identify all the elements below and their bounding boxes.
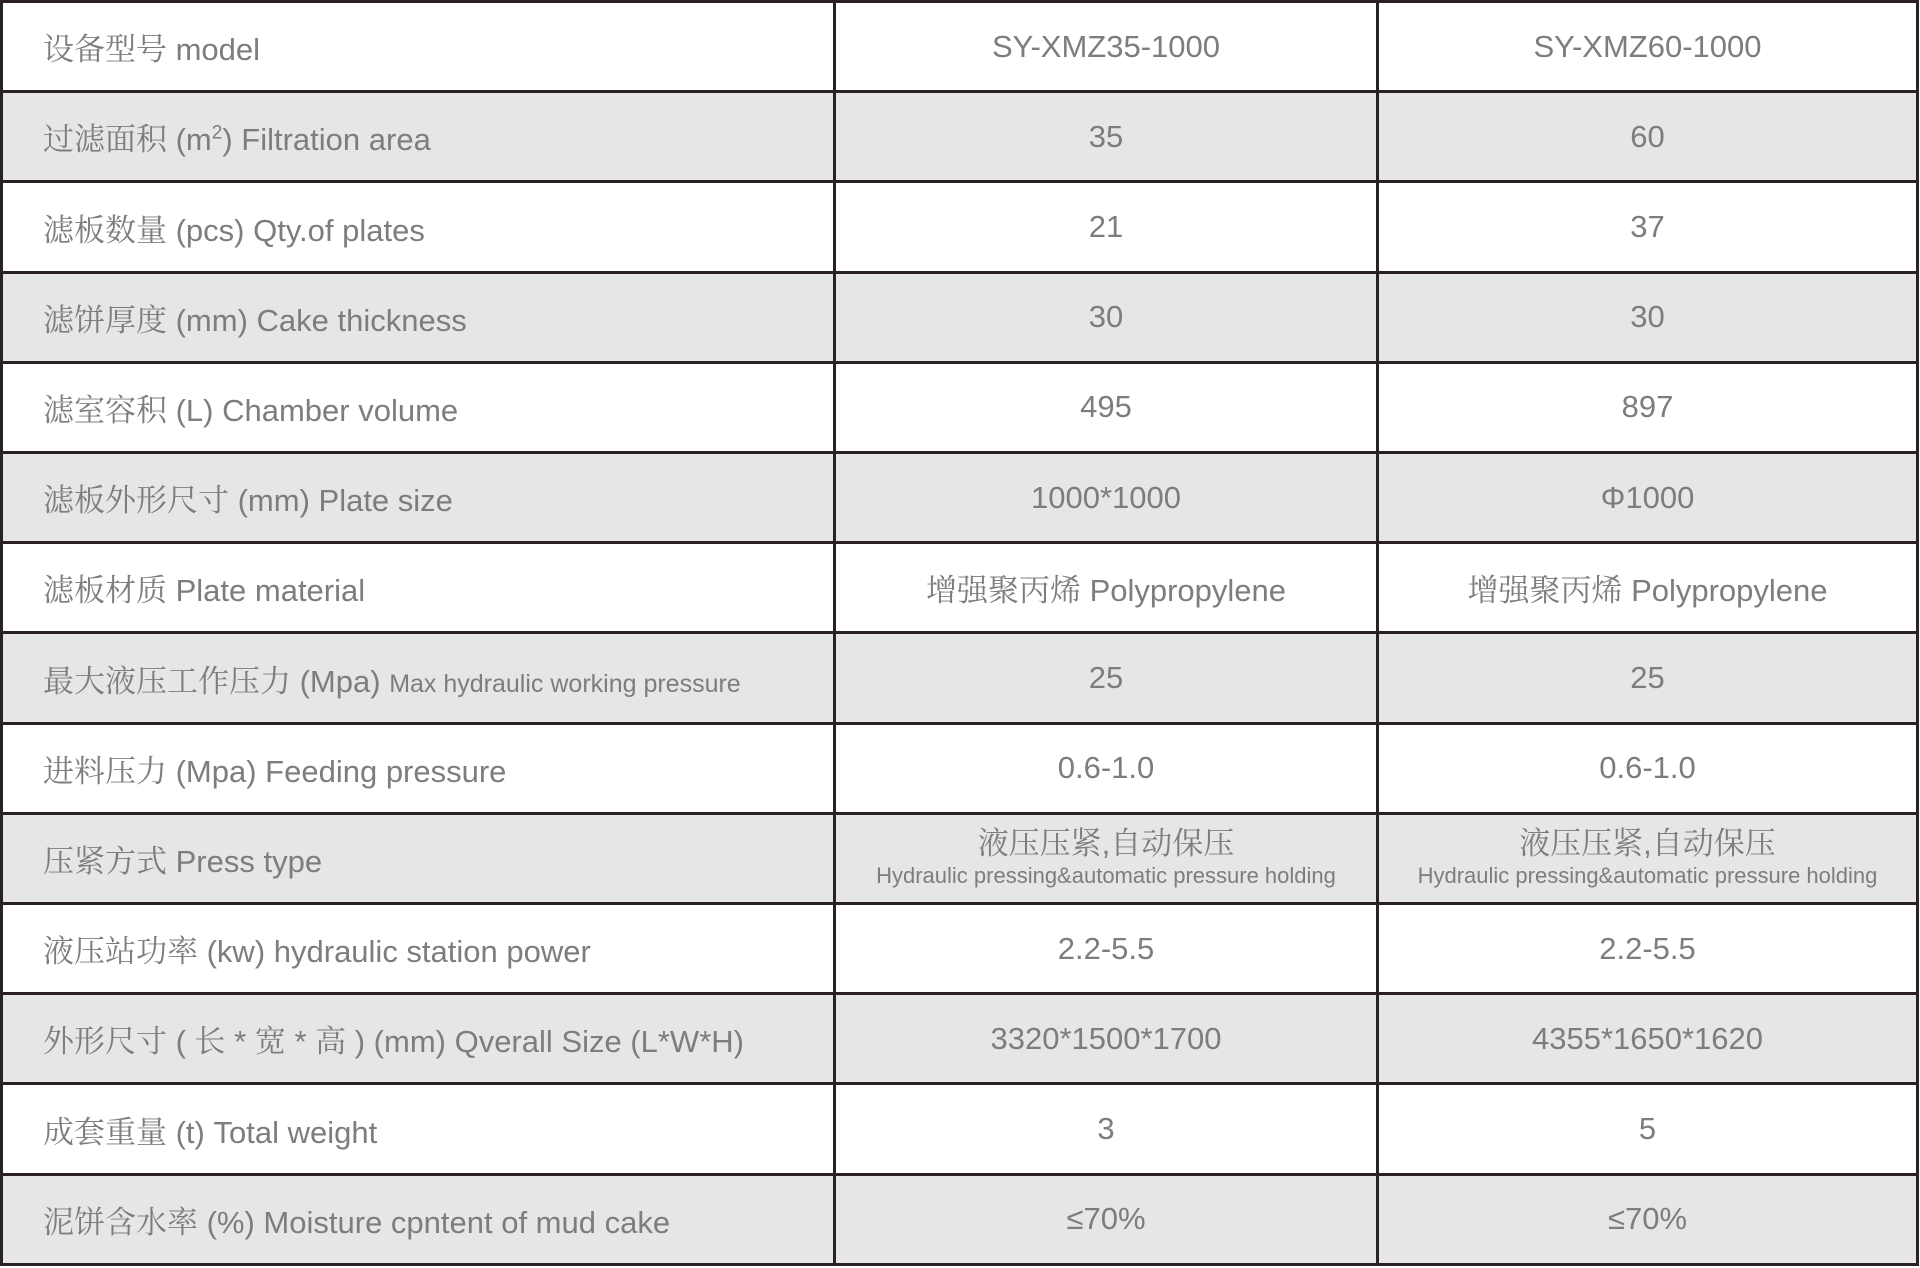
table-row-moisture-content <box>2 1174 1918 1264</box>
row-label: 外形尺寸 ( 长 * 宽 * 高 ) (mm) Qverall Size (L*W*H) <box>2 994 835 1084</box>
value-a: 35 <box>835 92 1378 182</box>
value-b: ≤70% <box>1378 1174 1918 1264</box>
value-b: 60 <box>1378 92 1918 182</box>
table-row-overall-size <box>2 994 1918 1084</box>
value-a: 3 <box>835 1084 1378 1174</box>
table-row-max-hydraulic-pressure <box>2 633 1918 723</box>
table-row-press-type <box>2 813 1918 903</box>
row-label: 泥饼含水率 (%) Moisture cpntent of mud cake <box>2 1174 835 1264</box>
value-a: 2.2-5.5 <box>835 904 1378 994</box>
value-b: 增强聚丙烯 Polypropylene <box>1378 543 1918 633</box>
model-b: SY-XMZ60-1000 <box>1378 2 1918 92</box>
value-b: 37 <box>1378 182 1918 272</box>
table-row-qty-plates <box>2 182 1918 272</box>
table-row-plate-size <box>2 453 1918 543</box>
row-label: 过滤面积 $(m^2)$ Filtration area <box>2 92 835 182</box>
row-label: 滤板材质 Plate material <box>2 543 835 633</box>
value-b: 2.2-5.5 <box>1378 904 1918 994</box>
value-b: 897 <box>1378 362 1918 452</box>
table-row-total-weight <box>2 1084 1918 1174</box>
row-label: 液压站功率 (kw) hydraulic station power <box>2 904 835 994</box>
value-a: 增强聚丙烯 Polypropylene <box>835 543 1378 633</box>
value-b: 0.6-1.0 <box>1378 723 1918 813</box>
value-a: 21 <box>835 182 1378 272</box>
row-label: 压紧方式 Press type <box>2 813 835 903</box>
table-row-plate-material <box>2 543 1918 633</box>
table-row-cake-thickness <box>2 272 1918 362</box>
row-label: 进料压力 (Mpa) Feeding pressure <box>2 723 835 813</box>
value-a: 3320*1500*1700 <box>835 994 1378 1084</box>
table-row-feeding-pressure <box>2 723 1918 813</box>
value-a: 495 <box>835 362 1378 452</box>
row-label: 滤饼厚度 (mm) Cake thickness <box>2 272 835 362</box>
value-b: 25 <box>1378 633 1918 723</box>
model-a: SY-XMZ35-1000 <box>835 2 1378 92</box>
value-b: 液压压紧,自动保压 Hydraulic pressing&automatic pressure holding <box>1378 813 1918 903</box>
value-a: 25 <box>835 633 1378 723</box>
value-b: 30 <box>1378 272 1918 362</box>
row-label: 滤板外形尺寸 (mm) Plate size <box>2 453 835 543</box>
value-b: 4355*1650*1620 <box>1378 994 1918 1084</box>
value-b: 5 <box>1378 1084 1918 1174</box>
row-label: 滤室容积 (L) Chamber volume <box>2 362 835 452</box>
value-b: Φ1000 <box>1378 453 1918 543</box>
row-label: 最大液压工作压力 (Mpa) Max hydraulic working pressure <box>2 633 835 723</box>
row-label: 滤板数量 (pcs) Qty.of plates <box>2 182 835 272</box>
table-row-hydraulic-power <box>2 904 1918 994</box>
header-row <box>2 2 1918 92</box>
value-a: 1000*1000 <box>835 453 1378 543</box>
row-label: 成套重量 (t) Total weight <box>2 1084 835 1174</box>
value-a: 液压压紧,自动保压 Hydraulic pressing&automatic pressure holding <box>835 813 1378 903</box>
value-a: 30 <box>835 272 1378 362</box>
value-a: 0.6-1.0 <box>835 723 1378 813</box>
value-a: ≤70% <box>835 1174 1378 1264</box>
model-label: 设备型号 model <box>2 2 835 92</box>
table-row-chamber-volume <box>2 362 1918 452</box>
table-row-filtration-area <box>2 92 1918 182</box>
